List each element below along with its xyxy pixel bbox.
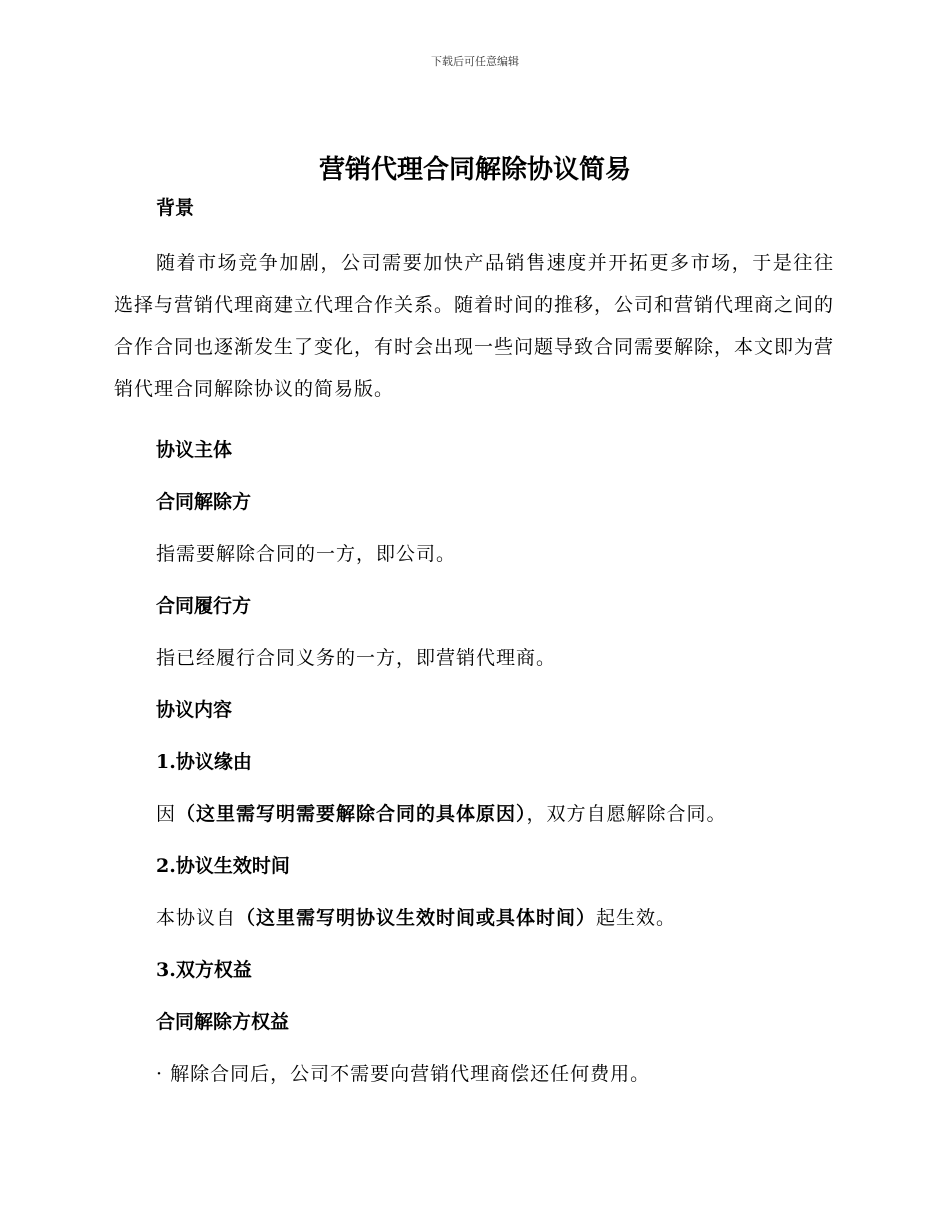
paragraph-background: 随着市场竞争加剧，公司需要加快产品销售速度并开拓更多市场，于是往往选择与营销代理商建立代理合作关系。随着时间的推移，公司和营销代理商之间的合作合同也逐渐发生了变化，有时会出现一些问题导致合同需要解除，本文即为营销代理合同解除协议的简易版。 <box>114 252 835 400</box>
document-body <box>114 192 834 1090</box>
document-title: 营销代理合同解除协议简易 <box>318 155 631 185</box>
heading-terminating-party-rights: 合同解除方权益 <box>156 1011 290 1033</box>
heading-item-1: 1.协议缘由 <box>156 751 252 773</box>
paragraph-terminating-party: 指需要解除合同的一方，即公司。 <box>156 543 457 565</box>
paragraph-performing-party: 指已经履行合同义务的一方，即营销代理商。 <box>156 647 557 669</box>
list-item-rights-1: · 解除合同后，公司不需要向营销代理商偿还任何费用。 <box>156 1063 651 1085</box>
item-1-prefix: 因 <box>156 803 177 825</box>
heading-background: 背景 <box>156 197 195 219</box>
heading-agreement-content: 协议内容 <box>156 699 233 721</box>
item-2-suffix: 起生效。 <box>596 907 677 929</box>
item-1-suffix: ，双方自愿解除合同。 <box>526 803 727 825</box>
heading-item-2: 2.协议生效时间 <box>156 855 290 877</box>
item-1-placeholder: （这里需写明需要解除合同的具体原因） <box>176 803 527 825</box>
heading-item-3: 3.双方权益 <box>156 959 252 981</box>
heading-performing-party: 合同履行方 <box>156 595 252 617</box>
paragraph-item-2 <box>156 902 834 934</box>
paragraph-item-1 <box>156 798 834 830</box>
item-2-placeholder: （这里需写明协议生效时间或具体时间） <box>236 907 597 929</box>
page-header: 下载后可任意编辑 <box>431 55 519 68</box>
heading-agreement-subject: 协议主体 <box>156 439 233 461</box>
item-2-prefix: 本协议自 <box>156 907 237 929</box>
heading-terminating-party: 合同解除方 <box>156 491 252 513</box>
